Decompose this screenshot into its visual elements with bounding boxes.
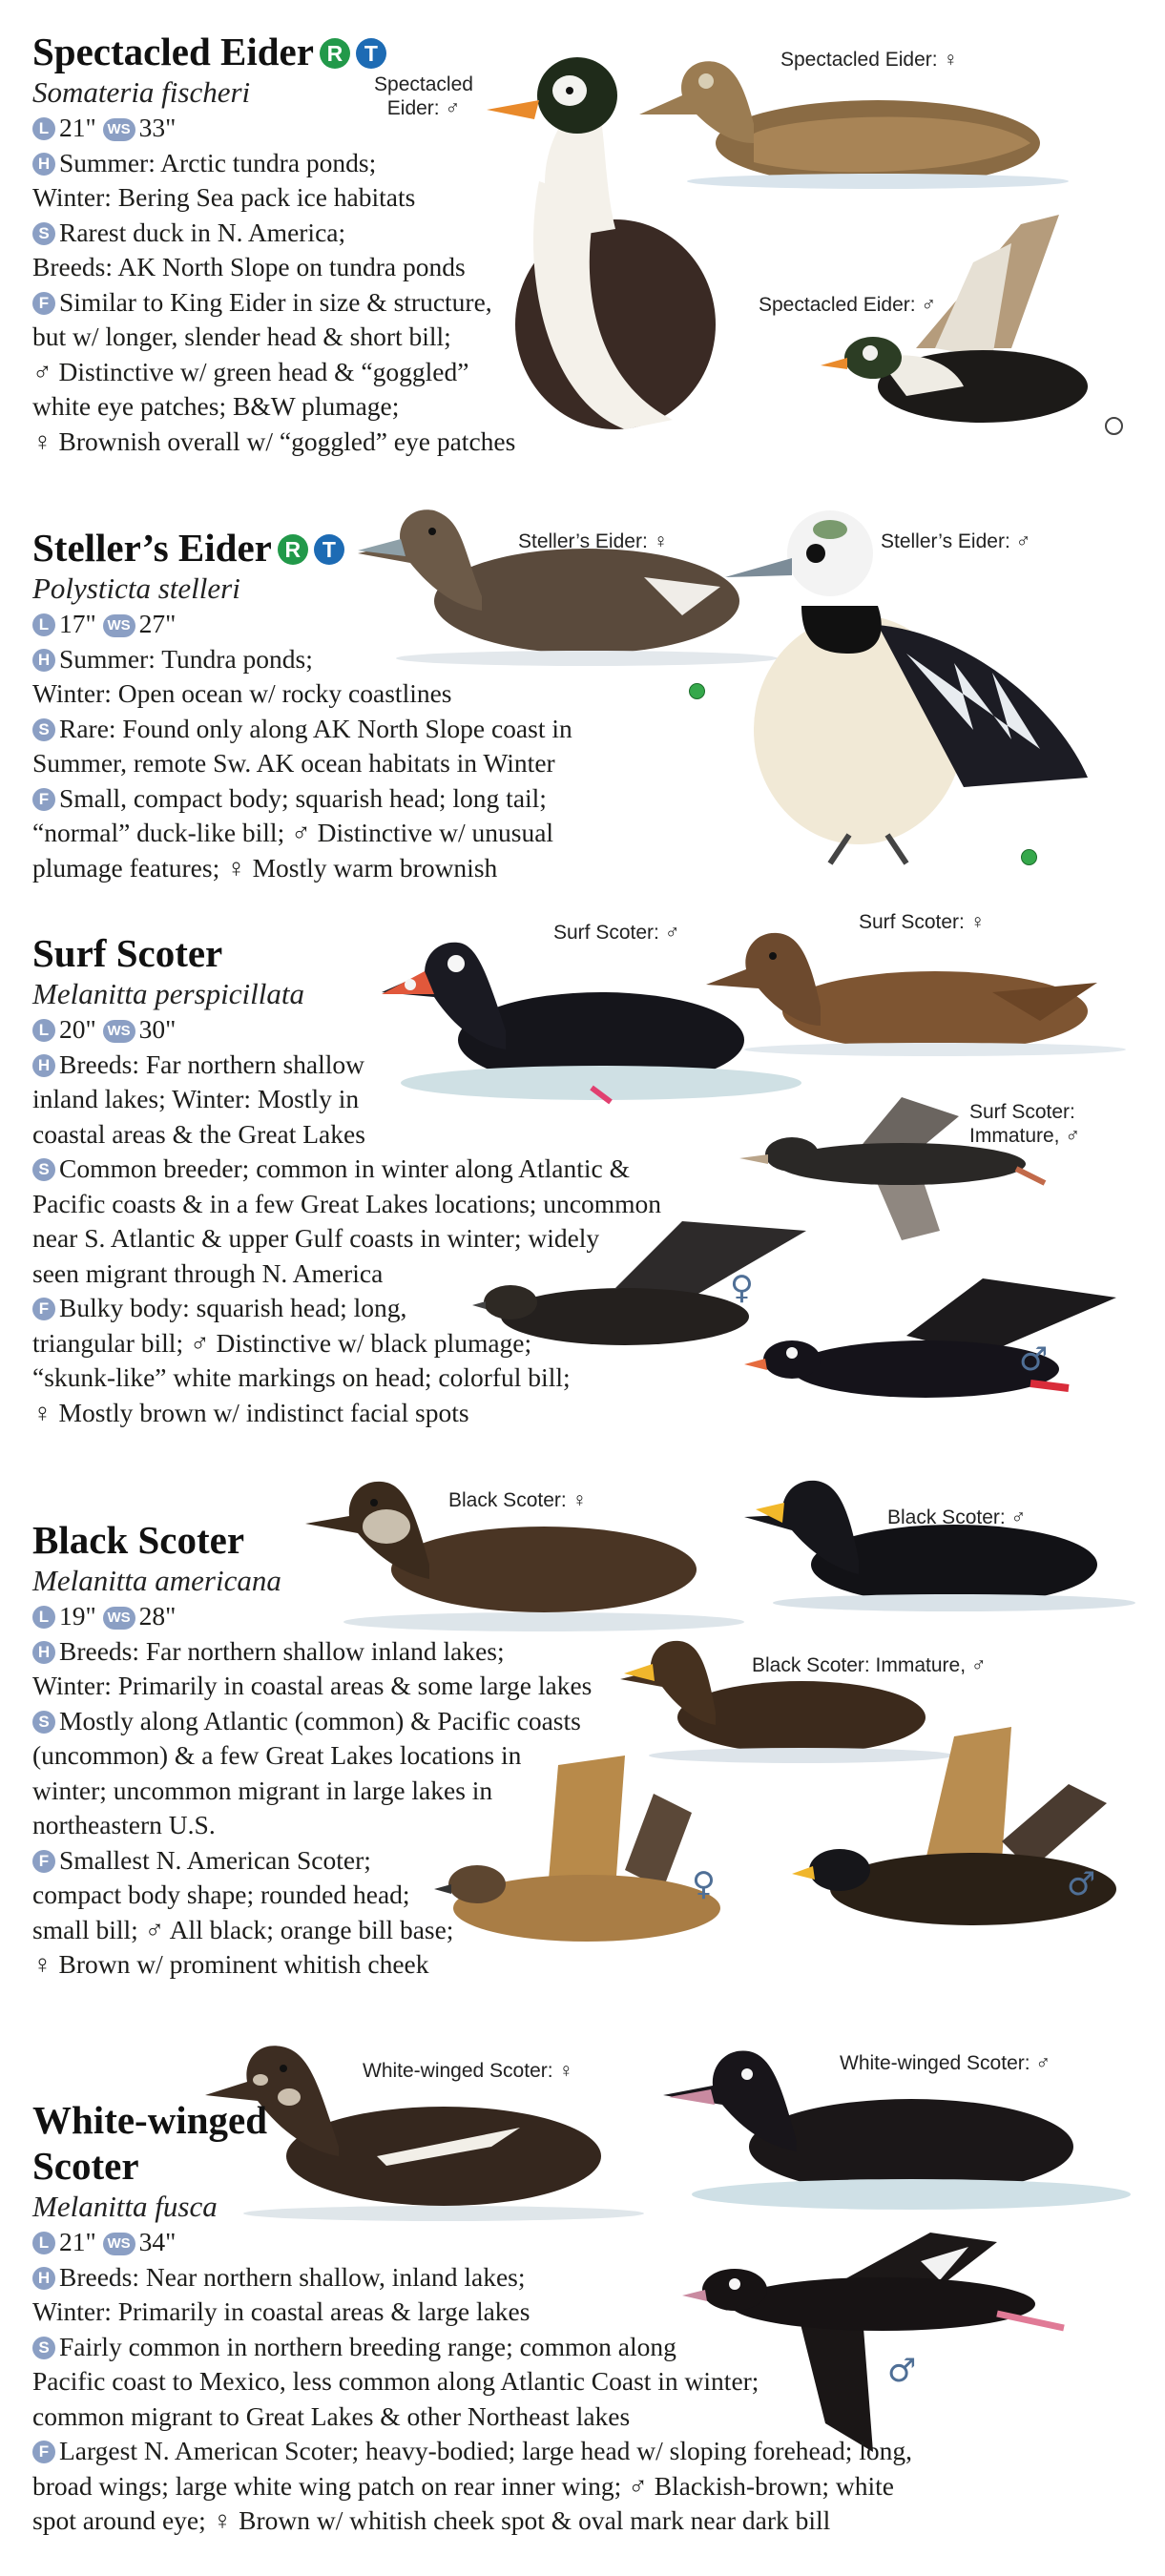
- surf-scoter-female-swimming: [706, 916, 1107, 1059]
- black-scoter-text: [32, 1517, 592, 1983]
- habitat-icon: H: [32, 649, 55, 672]
- length-value: 19": [59, 1601, 96, 1631]
- text-line: Pacific coasts & in a few Great Lakes locations; uncommon: [32, 1188, 662, 1218]
- label-black-female: Black Scoter: ♀: [448, 1489, 588, 1511]
- line-text: Common breeder; common in winter along Atlantic &: [59, 1153, 631, 1183]
- length-icon: L: [32, 117, 55, 140]
- line-text: Breeds: Far northern shallow inland lakes;: [59, 1635, 505, 1666]
- status-line: [32, 216, 515, 251]
- habitat-line: [32, 1634, 592, 1670]
- text-line: spot around eye; ♀ Brown w/ whitish cheek spot & oval mark near dark bill: [32, 2505, 831, 2535]
- label-black-immature: Black Scoter: Immature, ♂: [752, 1654, 987, 1676]
- male-symbol-icon: ♂: [1019, 1340, 1049, 1379]
- text-line: Winter: Open ocean w/ rocky coastlines: [32, 678, 452, 708]
- spectacled-eider-text: [32, 29, 515, 459]
- status-line: [32, 2330, 912, 2365]
- habitat-icon: H: [32, 153, 55, 176]
- wingspan-icon: WS: [103, 1020, 135, 1043]
- line-text: Smallest N. American Scoter;: [59, 1844, 371, 1875]
- text-line: “normal” duck-like bill; ♂ Distinctive w/ unusual: [32, 818, 554, 847]
- rare-badge-icon: R: [320, 38, 350, 69]
- label-stellers-female: Steller’s Eider: ♀: [518, 530, 669, 552]
- length-icon: L: [32, 1019, 55, 1042]
- species-name: Black Scoter: [32, 1518, 245, 1562]
- text-line: compact body shape; rounded head;: [32, 1880, 410, 1909]
- size-line: [32, 1012, 661, 1048]
- surf-scoter-male-flying: [744, 1278, 1126, 1412]
- size-line: [32, 2225, 912, 2260]
- female-symbol-icon: ♀: [692, 1865, 716, 1903]
- species-spectacled-eider: [0, 0, 1165, 496]
- habitat-line: [32, 146, 515, 181]
- species-white-winged-scoter: [0, 2004, 1165, 2576]
- status-icon: S: [32, 1158, 55, 1181]
- status-line: [32, 1152, 661, 1187]
- scientific-name: Somateria fischeri: [32, 75, 251, 109]
- rare-badge-icon: R: [278, 534, 308, 565]
- wingspan-value: 27": [138, 609, 177, 638]
- label-surf-immature-2: Immature, ♂: [969, 1125, 1081, 1147]
- features-icon: F: [32, 1298, 55, 1320]
- wingspan-icon: WS: [103, 614, 135, 637]
- line-text: Similar to King Eider in size & structure,: [59, 286, 492, 317]
- label-surf-female: Surf Scoter: ♀: [859, 911, 986, 933]
- text-line: coastal areas & the Great Lakes: [32, 1118, 365, 1149]
- species-name: [32, 29, 515, 74]
- label-surf-male: Surf Scoter: ♂: [553, 922, 680, 944]
- species-black-scoter: [0, 1431, 1165, 2004]
- line-text: Breeds: Near northern shallow, inland lakes;: [59, 2261, 526, 2292]
- text-line: ♀ Brown w/ prominent whitish cheek: [32, 1949, 429, 1979]
- wingspan-icon: WS: [103, 2233, 135, 2255]
- text-line: but w/ longer, slender head & short bill;: [32, 322, 451, 351]
- scientific-name: Melanitta americana: [32, 1564, 281, 1597]
- text-line: broad wings; large white wing patch on rear inner wing; ♂ Blackish-brown; white: [32, 2470, 894, 2501]
- size-line: [32, 607, 572, 642]
- threatened-badge-icon: T: [314, 534, 344, 565]
- wingspan-value: 30": [138, 1014, 177, 1044]
- features-line: [32, 285, 515, 321]
- text-line: ♀ Mostly brown w/ indistinct facial spots: [32, 1397, 469, 1427]
- status-icon: S: [32, 222, 55, 245]
- wingspan-value: 28": [138, 1601, 177, 1631]
- length-icon: L: [32, 2232, 55, 2254]
- text-line: northeastern U.S.: [32, 1810, 216, 1839]
- text-line: Pacific coast to Mexico, less common along Atlantic Coast in winter;: [32, 2366, 759, 2396]
- white-winged-scoter-text: [32, 2097, 912, 2539]
- habitat-icon: H: [32, 1054, 55, 1077]
- text-line: triangular bill; ♂ Distinctive w/ black plumage;: [32, 1327, 532, 1358]
- line-text: Largest N. American Scoter; heavy-bodied; large head w/ sloping forehead; long,: [59, 2436, 912, 2465]
- line-text: Bulky body: squarish head; long,: [59, 1293, 407, 1322]
- scientific-name: Melanitta fusca: [32, 2190, 218, 2223]
- species-name-line-2: Scoter: [32, 2144, 139, 2188]
- spectacled-eider-male-flying: [821, 205, 1116, 453]
- species-name: [32, 2097, 912, 2189]
- line-text: Breeds: Far northern shallow: [59, 1049, 364, 1079]
- length-icon: L: [32, 1606, 55, 1629]
- text-line: Winter: Primarily in coastal areas & large lakes: [32, 2296, 530, 2326]
- text-line: Winter: Primarily in coastal areas & some large lakes: [32, 1671, 593, 1700]
- status-dot: [1105, 417, 1123, 435]
- species-name: Surf Scoter: [32, 931, 223, 975]
- size-line: [32, 1599, 592, 1634]
- black-scoter-male-swimming: [744, 1460, 1116, 1612]
- status-line: [32, 712, 572, 747]
- label-black-male: Black Scoter: ♂: [887, 1506, 1027, 1528]
- features-icon: F: [32, 2441, 55, 2463]
- size-line: [32, 111, 515, 146]
- text-line: white eye patches; B&W plumage;: [32, 391, 400, 421]
- stellers-eider-text: [32, 525, 572, 885]
- length-icon: L: [32, 613, 55, 636]
- line-text: Rarest duck in N. America;: [59, 217, 346, 247]
- female-symbol-icon: ♀: [730, 1269, 754, 1307]
- species-name-text: Steller’s Eider: [32, 526, 272, 570]
- text-line: common migrant to Great Lakes & other Northeast lakes: [32, 2400, 631, 2431]
- status-icon: S: [32, 2337, 55, 2359]
- species-surf-scoter: [0, 911, 1165, 1431]
- line-text: Summer: Arctic tundra ponds;: [59, 147, 377, 177]
- male-symbol-icon: ♂: [1067, 1865, 1096, 1903]
- text-line: “skunk-like” white markings on head; colorful bill;: [32, 1362, 571, 1392]
- length-value: 20": [59, 1014, 96, 1044]
- text-line: near S. Atlantic & upper Gulf coasts in winter; widely: [32, 1223, 600, 1253]
- status-icon: S: [32, 1711, 55, 1734]
- text-line: ♂ Distinctive w/ green head & “goggled”: [32, 356, 469, 386]
- species-name-text: Spectacled Eider: [32, 30, 314, 73]
- threatened-badge-icon: T: [356, 38, 386, 69]
- text-line: Summer, remote Sw. AK ocean habitats in Winter: [32, 748, 555, 778]
- features-line: [32, 1291, 661, 1326]
- line-text: Mostly along Atlantic (common) & Pacific coasts: [59, 1705, 581, 1735]
- length-value: 21": [59, 113, 96, 142]
- habitat-line: [32, 2260, 912, 2296]
- text-line: Breeds: AK North Slope on tundra ponds: [32, 252, 466, 281]
- wingspan-icon: WS: [103, 118, 135, 141]
- features-line: [32, 1843, 592, 1879]
- status-icon: S: [32, 718, 55, 741]
- habitat-icon: H: [32, 1641, 55, 1664]
- line-text: Small, compact body; squarish head; long tail;: [59, 782, 547, 813]
- features-icon: F: [32, 1850, 55, 1873]
- text-line: winter; uncommon migrant in large lakes in: [32, 1775, 493, 1805]
- line-text: Rare: Found only along AK North Slope coast in: [59, 713, 572, 743]
- text-line: inland lakes; Winter: Mostly in: [32, 1084, 360, 1113]
- wingspan-value: 34": [138, 2227, 177, 2256]
- text-line: seen migrant through N. America: [32, 1257, 384, 1288]
- scientific-name: Polysticta stelleri: [32, 571, 240, 605]
- species-stellers-eider: [0, 496, 1165, 916]
- label-surf-immature-1: Surf Scoter:: [969, 1101, 1075, 1123]
- label-white-winged-female: White-winged Scoter: ♀: [363, 2060, 574, 2082]
- habitat-line: [32, 642, 572, 677]
- text-line: plumage features; ♀ Mostly warm brownish: [32, 852, 498, 883]
- text-line: small bill; ♂ All black; orange bill base;: [32, 1914, 454, 1944]
- line-text: Fairly common in northern breeding range; common along: [59, 2331, 676, 2361]
- black-scoter-male-flying: [792, 1727, 1135, 1937]
- label-white-winged-male: White-winged Scoter: ♂: [840, 2052, 1051, 2074]
- status-dot: [1021, 849, 1037, 865]
- wingspan-icon: WS: [103, 1607, 135, 1630]
- text-line: ♀ Brownish overall w/ “goggled” eye patches: [32, 426, 516, 456]
- label-spectacled-female: Spectacled Eider: ♀: [780, 49, 959, 71]
- habitat-line: [32, 1048, 661, 1083]
- male-symbol-icon: ♂: [887, 2352, 917, 2390]
- surf-scoter-text: [32, 930, 661, 1430]
- line-text: Summer: Tundra ponds;: [59, 643, 313, 674]
- text-line: (uncommon) & a few Great Lakes locations in: [32, 1740, 522, 1770]
- features-icon: F: [32, 292, 55, 315]
- species-name: [32, 525, 572, 571]
- label-stellers-male: Steller’s Eider: ♂: [881, 530, 1031, 552]
- status-line: [32, 1704, 592, 1739]
- wingspan-value: 33": [138, 113, 177, 142]
- features-line: [32, 2434, 912, 2469]
- habitat-icon: H: [32, 2267, 55, 2290]
- features-icon: F: [32, 788, 55, 811]
- scientific-name: Melanitta perspicillata: [32, 977, 304, 1010]
- label-spectacled-male-2: Spectacled Eider: ♂: [759, 294, 937, 316]
- length-value: 17": [59, 609, 96, 638]
- status-dot: [689, 683, 705, 699]
- label-spectacled-male-1: Spectacled Eider: ♂: [374, 73, 473, 119]
- features-line: [32, 781, 572, 817]
- text-line: Winter: Bering Sea pack ice habitats: [32, 182, 416, 212]
- length-value: 21": [59, 2227, 96, 2256]
- species-name-line-1: White-winged: [32, 2098, 267, 2142]
